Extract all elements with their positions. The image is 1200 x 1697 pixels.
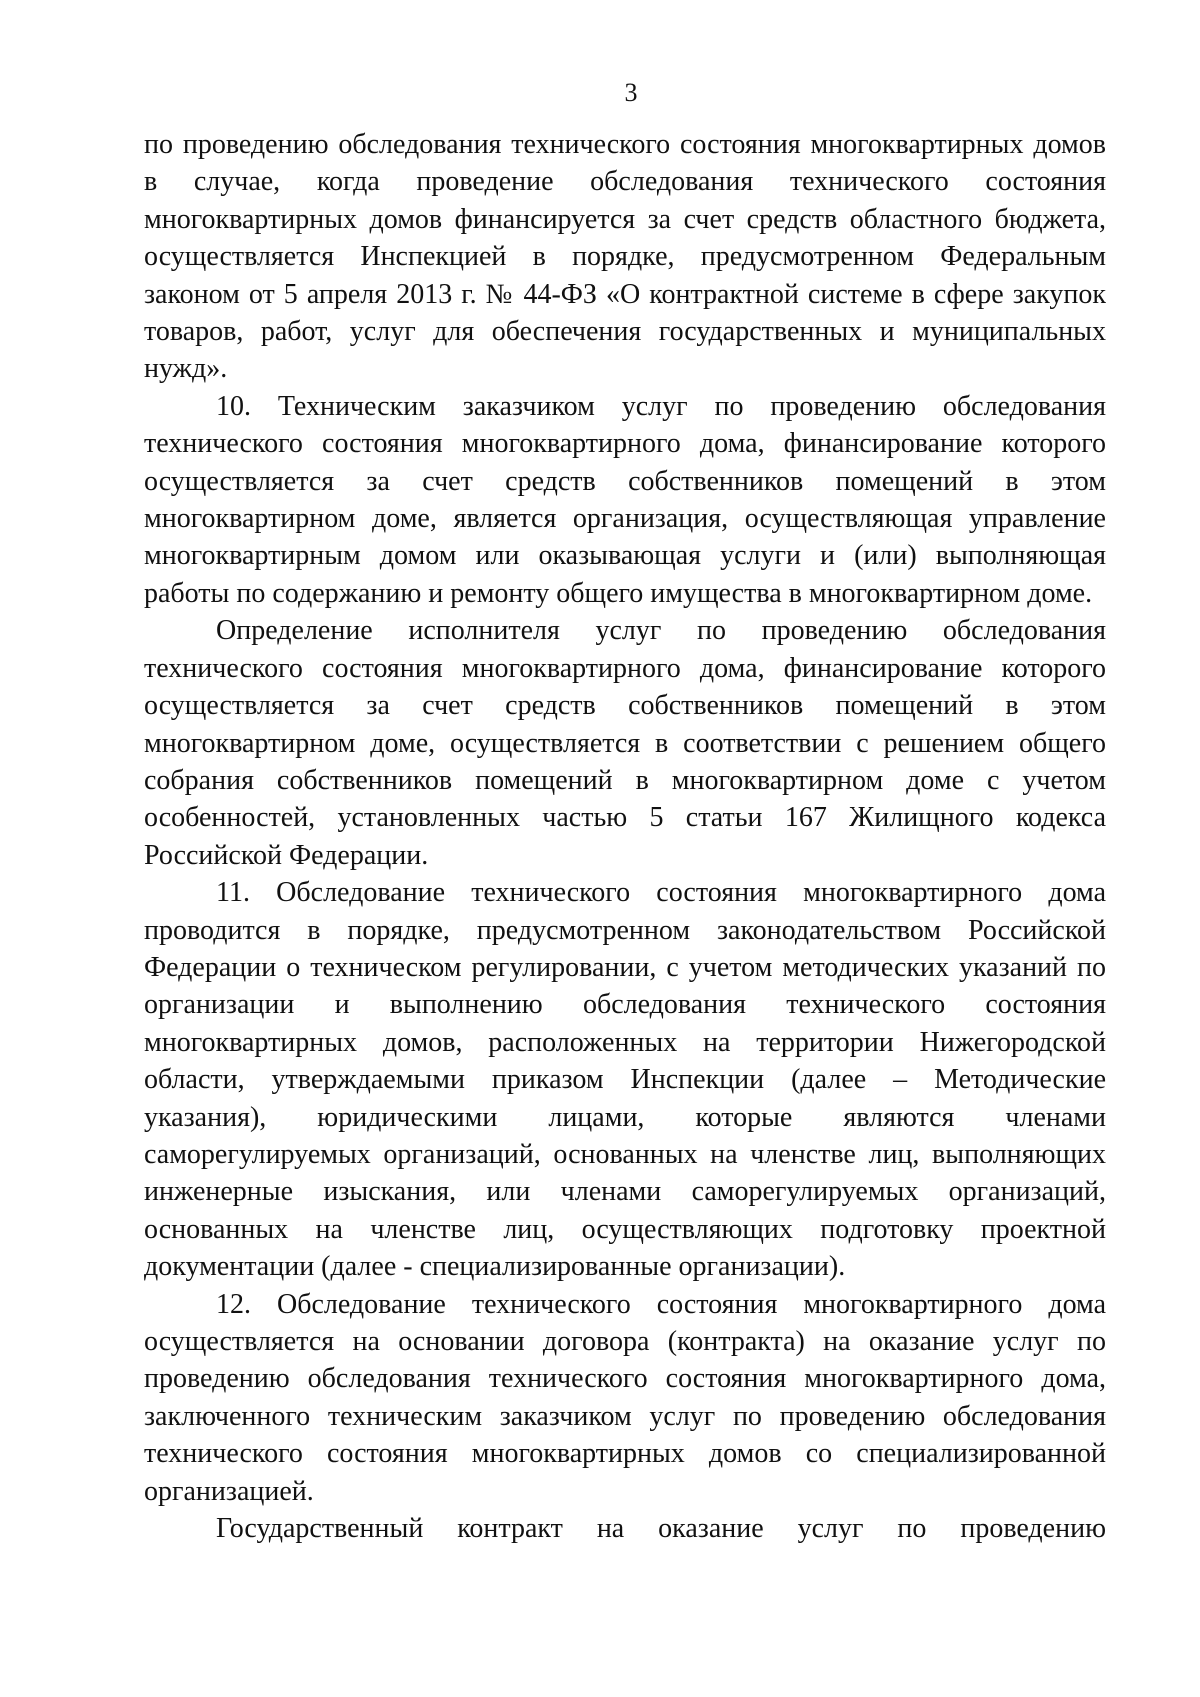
paragraph-item-12: 12. Обследование технического состояния многоквартирного дома осуществляется на основании договора (контракта) на оказание услуг по проведению обследования технического состояния многоквартирного дома, заключенного техническим заказчиком услуг по проведению обследования технического состояния многоквартирных домов со специализированной организацией. xyxy=(144,1288,1106,1507)
paragraph-contractor-selection: Определение исполнителя услуг по проведению обследования технического состояния многоквартирного дома, финансирование которого осуществляется за счет средств собственников помещений в этом многоквартирном доме, осуществляется в соответствии с решением общего собрания собственников помещений в многоквартирном доме с учетом особенностей, установленных частью 5 статьи 167 Жилищного кодекса Российской Федерации. xyxy=(144,615,1106,871)
paragraph-state-contract: Государственный контракт на оказание услуг по проведению xyxy=(216,1513,1106,1545)
document-body xyxy=(144,126,1106,1547)
page-number: 3 xyxy=(624,78,638,107)
paragraph-item-10: 10. Техническим заказчиком услуг по проведению обследования технического состояния многоквартирного дома, финансирование которого осуществляется за счет средств собственников помещений в этом многоквартирном доме, является организация, осуществляющая управление многоквартирным домом или оказывающая услуги и (или) выполняющая работы по содержанию и ремонту общего имущества в многоквартирном доме. xyxy=(144,390,1106,609)
paragraph-continuation: по проведению обследования технического состояния многоквартирных домов в случае, когда проведение обследования технического состояния многоквартирных домов финансируется за счет средств областного бюджета, осуществляется Инспекцией в порядке, предусмотренном Федеральным законом от 5 апреля 2013 г. № 44-ФЗ «О контрактной системе в сфере закупок товаров, работ, услуг для обеспечения государственных и муниципальных нужд». xyxy=(144,129,1106,385)
paragraph-item-11: 11. Обследование технического состояния многоквартирного дома проводится в порядке, предусмотренном законодательством Российской Федерации о техническом регулировании, с учетом методических указаний по организации и выполнению обследования технического состояния многоквартирных домов, расположенных на территории Нижегородской области, утверждаемыми приказом Инспекции (далее – Методические указания), юридическими лицами, которые являются членами саморегулируемых организаций, основанных на членстве лиц, выполняющих инженерные изыскания, или членами саморегулируемых организаций, основанных на членстве лиц, осуществляющих подготовку проектной документации (далее - специализированные организации). xyxy=(144,877,1106,1283)
